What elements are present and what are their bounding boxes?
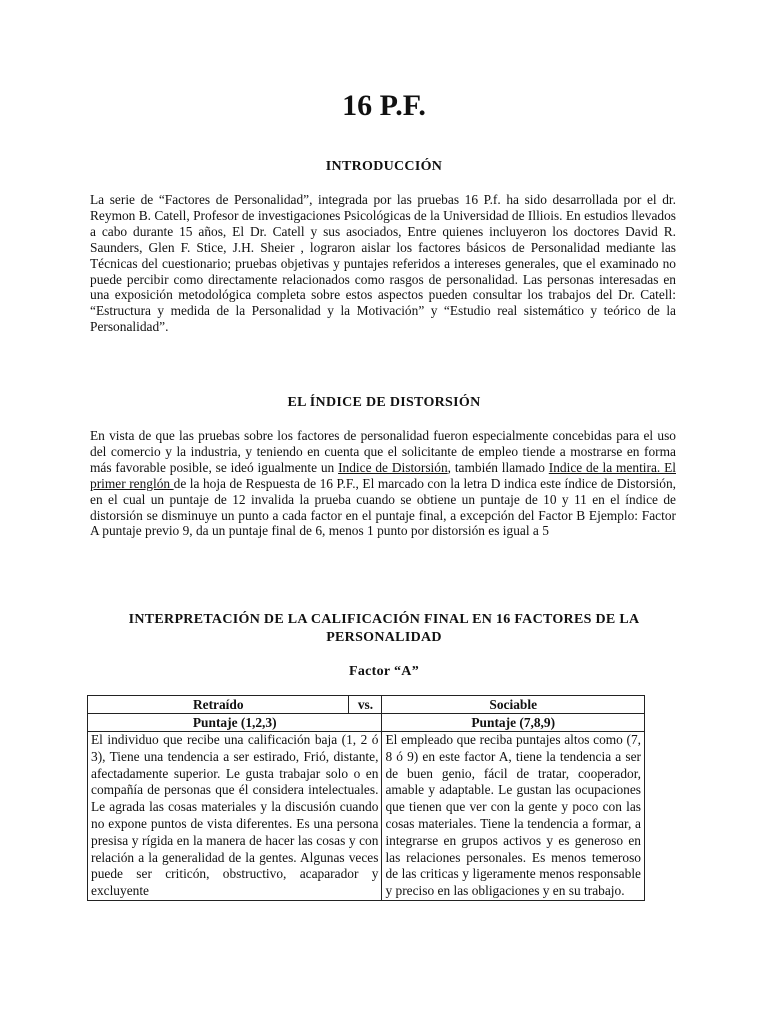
distortion-text-1: En vista de que las pruebas sobre los factores de personalidad fueron especialmente concebidas para el uso del comercio y la industria, y teniendo en cuenta que el solicitante de empleo tiende a mostrarse en forma más favorable posible, se ideó igualmente un	[90, 428, 676, 475]
high-score-label: Puntaje (7,8,9)	[382, 714, 645, 732]
interpretation-heading: INTERPRETACIÓN DE LA CALIFICACIÓN FINAL EN 16 FACTORES DE LA PERSONALIDAD	[128, 612, 640, 645]
low-score-label: Puntaje (1,2,3)	[88, 714, 382, 732]
lie-index-term: Indice de la mentira. El primer renglón	[90, 459, 676, 491]
factor-label: Factor “A”	[349, 664, 419, 679]
high-score-description: El empleado que reciba puntajes altos como (7, 8 ó 9) en este factor A, tiene la tendencia a ser de buen genio, fácil de tratar, cooperador, amable y adaptable. Le gustan las ocupaciones que tienen que ver con la gente y poco con las cosas materiales. Tiene la tendencia a formar, a integrarse en grupos activos y es generoso en las relaciones personales. Es menos temeroso de las criticas y ligeramente menos responsable y preciso en las obligaciones y en su trabajo.	[382, 732, 645, 901]
sociable-label: Sociable	[382, 696, 645, 714]
distortion-index-term: Indice de Distorsión	[338, 459, 448, 475]
distortion-text-3: de la hoja de Respuesta de 16 P.F., El marcado con la letra D indica este índice de Distorsión, en el cual un puntaje de 12 invalida la prueba cuando se obtiene un puntaje de 10 y 11 en el índice de distorsión se disminuye un punto a cada factor en el puntaje final, a excepción del Factor B Ejemplo: Factor A puntaje previo 9, da un puntaje final de 6, menos 1 punto por distorsión es igual a 5	[90, 475, 676, 539]
table-header-row	[88, 696, 645, 714]
low-score-description: El individuo que recibe una calificación baja (1, 2 ó 3), Tiene una tendencia a ser estirado, Frió, distante, afectadamente superior. Le gusta trabajar solo o en compañía de personas que él considera intelectuales. Le agrada las cosas materiales y la discusión cuando no expone puntos de vista diferentes. Es una persona presisa y rígida en la manera de hacer las cosas y con relación a la generalidad de la gentes. Algunas veces puede ser criticón, obstructivo, acaparador y excluyente	[88, 732, 382, 901]
vs-label: vs.	[349, 696, 382, 714]
table-score-row	[88, 714, 645, 732]
table-description-row	[88, 732, 645, 901]
intro-heading: INTRODUCCIÓN	[325, 159, 443, 174]
distortion-text-2: , también llamado	[447, 459, 549, 475]
document-title: 16 P.F.	[342, 89, 426, 122]
factor-a-table	[87, 695, 645, 901]
distortion-heading: EL ÍNDICE DE DISTORSIÓN	[287, 395, 481, 410]
intro-paragraph: La serie de “Factores de Personalidad”, integrada por las pruebas 16 P.f. ha sido desarrollada por el dr. Reymon B. Catell, Profesor de investigaciones Psicológicas de la Universidad de Illiois. En estudios llevados a cabo durante 15 años, El Dr. Catell y sus asociados, Entre quienes incluyeron los doctores David R. Saunders, Glen F. Stice, J.H. Sheier , lograron aislar los factores básicos de Personalidad mediante las Técnicas del cuestionario; pruebas objetivas y puntajes referidos a intereses generales, que el examinado no puede percibir como directamente relacionados como rasgos de personalidad. Las personas interesadas en una exposición metodológica completa sobre estos aspectos pueden consultar los trabajos del Dr. Catell: “Estructura y medida de la Personalidad y la Motivación” y “Estudio real sistemático y teórico de la Personalidad”.	[90, 192, 676, 335]
distortion-paragraph	[90, 428, 676, 539]
reserved-label: Retraído	[88, 696, 349, 714]
